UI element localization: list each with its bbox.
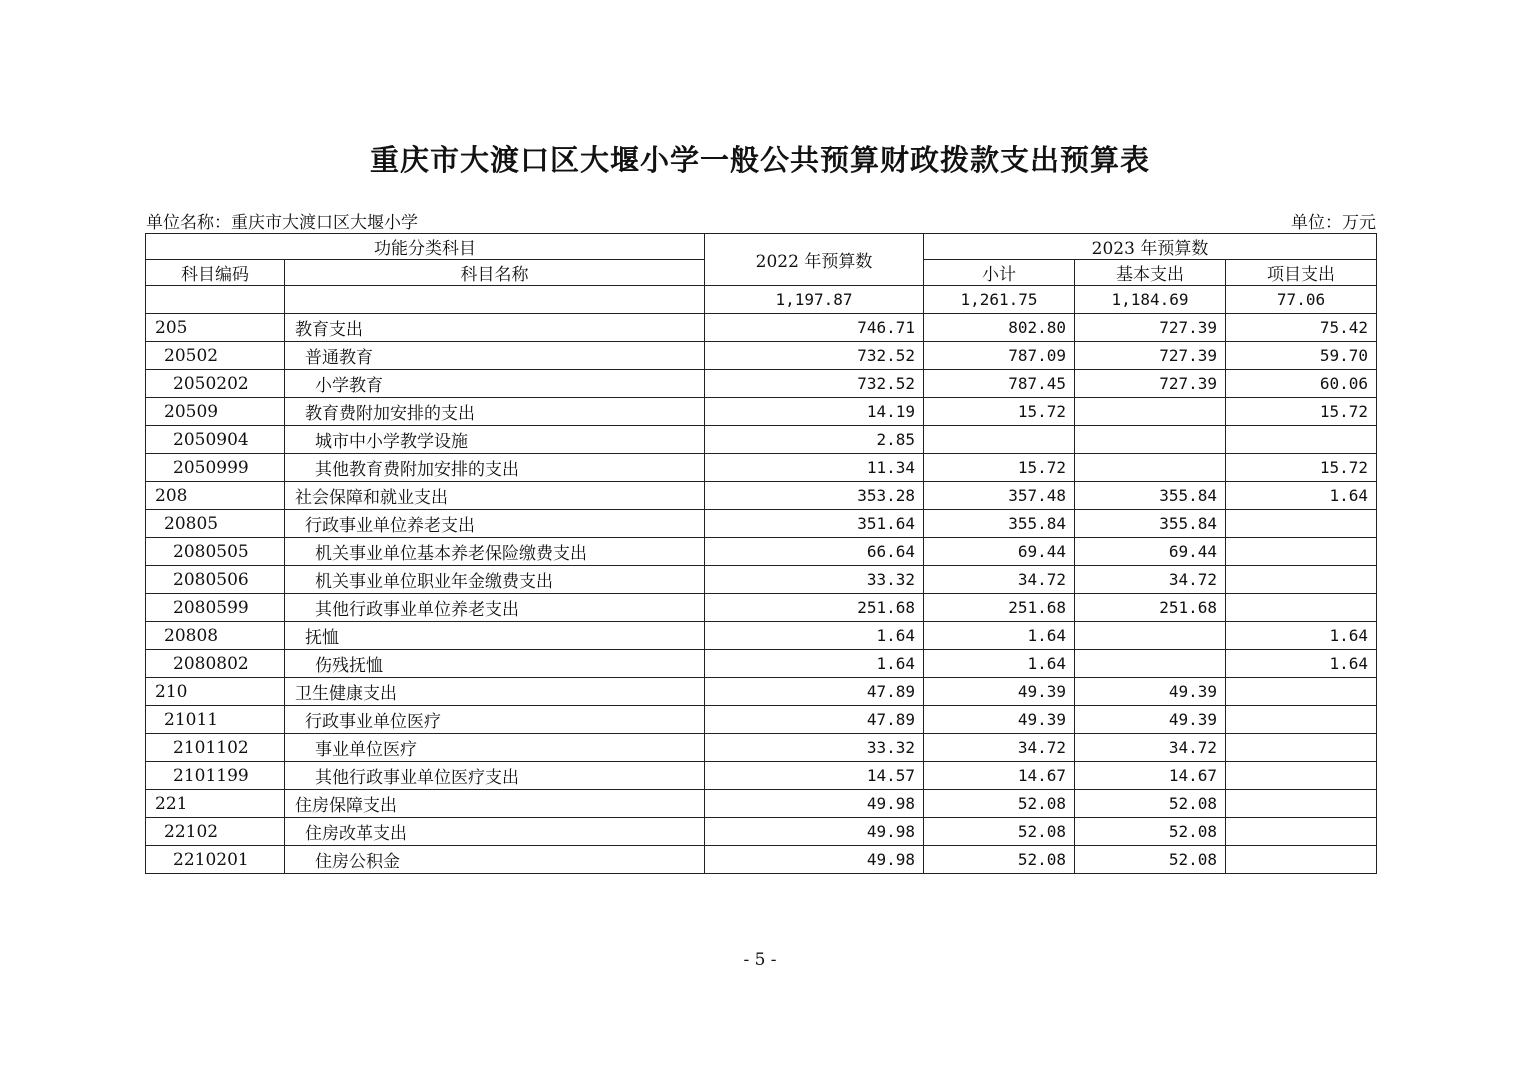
- value-budget-2022: 47.89: [705, 678, 924, 706]
- subject-code: 2101102: [146, 734, 285, 762]
- subject-name: 普通教育: [285, 342, 705, 370]
- subject-name: 事业单位医疗: [285, 734, 705, 762]
- subject-name: 住房改革支出: [285, 818, 705, 846]
- value-basic: [1075, 398, 1226, 426]
- subject-code: 20805: [146, 510, 285, 538]
- table-row: [146, 510, 1377, 538]
- subject-name: 伤残抚恤: [285, 650, 705, 678]
- value-budget-2022: 732.52: [705, 370, 924, 398]
- subject-name: 行政事业单位医疗: [285, 706, 705, 734]
- value-basic: 49.39: [1075, 706, 1226, 734]
- table-row: [146, 314, 1377, 342]
- table-row: [146, 538, 1377, 566]
- value-subtotal: 357.48: [924, 482, 1075, 510]
- value-project: 60.06: [1226, 370, 1377, 398]
- subject-name: 城市中小学教学设施: [285, 426, 705, 454]
- value-basic: 69.44: [1075, 538, 1226, 566]
- value-subtotal: 52.08: [924, 818, 1075, 846]
- value-budget-2022: 49.98: [705, 846, 924, 874]
- table-row: [146, 790, 1377, 818]
- subject-code: 2080505: [146, 538, 285, 566]
- value-subtotal: 14.67: [924, 762, 1075, 790]
- subject-code: 208: [146, 482, 285, 510]
- value-basic: 34.72: [1075, 566, 1226, 594]
- table-row: [146, 342, 1377, 370]
- value-project: [1226, 426, 1377, 454]
- value-subtotal: 15.72: [924, 398, 1075, 426]
- value-budget-2022: 251.68: [705, 594, 924, 622]
- table-body: [146, 286, 1377, 874]
- subject-code: 2080506: [146, 566, 285, 594]
- value-budget-2022: 1.64: [705, 622, 924, 650]
- value-basic: 251.68: [1075, 594, 1226, 622]
- total-row: [146, 286, 1377, 314]
- subject-code: 2050202: [146, 370, 285, 398]
- total-subtotal: 1,261.75: [924, 286, 1075, 314]
- value-budget-2022: 11.34: [705, 454, 924, 482]
- value-budget-2022: 49.98: [705, 818, 924, 846]
- value-project: [1226, 594, 1377, 622]
- subject-name: 其他行政事业单位养老支出: [285, 594, 705, 622]
- subject-code: 205: [146, 314, 285, 342]
- header-subtotal: 小计: [924, 260, 1075, 286]
- subject-code: 20502: [146, 342, 285, 370]
- value-budget-2022: 351.64: [705, 510, 924, 538]
- value-project: [1226, 790, 1377, 818]
- value-project: [1226, 706, 1377, 734]
- value-subtotal: 52.08: [924, 846, 1075, 874]
- currency-unit-label: 单位：万元: [1291, 213, 1376, 233]
- table-row: [146, 678, 1377, 706]
- table-row: [146, 426, 1377, 454]
- subject-name: 其他教育费附加安排的支出: [285, 454, 705, 482]
- page-title: 重庆市大渡口区大堰小学一般公共预算财政拨款支出预算表: [369, 143, 1150, 177]
- table-row: [146, 818, 1377, 846]
- value-subtotal: 802.80: [924, 314, 1075, 342]
- subject-code: 2050999: [146, 454, 285, 482]
- table-row: [146, 622, 1377, 650]
- table-row: [146, 650, 1377, 678]
- value-budget-2022: 33.32: [705, 566, 924, 594]
- table-row: [146, 566, 1377, 594]
- table-row: [146, 594, 1377, 622]
- table-row: [146, 846, 1377, 874]
- subject-code: 221: [146, 790, 285, 818]
- value-subtotal: 787.45: [924, 370, 1075, 398]
- header-basic: 基本支出: [1075, 260, 1226, 286]
- value-budget-2022: 353.28: [705, 482, 924, 510]
- subject-code: 2101199: [146, 762, 285, 790]
- value-budget-2022: 14.57: [705, 762, 924, 790]
- subject-name: 住房保障支出: [285, 790, 705, 818]
- value-basic: [1075, 622, 1226, 650]
- subject-code: 2080802: [146, 650, 285, 678]
- total-name-cell: [285, 286, 705, 314]
- subject-name: 教育费附加安排的支出: [285, 398, 705, 426]
- budget-table: [145, 233, 1377, 874]
- value-project: 1.64: [1226, 650, 1377, 678]
- subject-code: 210: [146, 678, 285, 706]
- value-subtotal: 787.09: [924, 342, 1075, 370]
- subject-name: 卫生健康支出: [285, 678, 705, 706]
- header-name: 科目名称: [285, 260, 705, 286]
- value-project: [1226, 678, 1377, 706]
- subject-name: 教育支出: [285, 314, 705, 342]
- subject-code: 22102: [146, 818, 285, 846]
- header-functional-class: 功能分类科目: [146, 234, 705, 260]
- value-project: [1226, 818, 1377, 846]
- header-project: 项目支出: [1226, 260, 1377, 286]
- value-basic: [1075, 650, 1226, 678]
- subject-name: 机关事业单位职业年金缴费支出: [285, 566, 705, 594]
- table-row: [146, 482, 1377, 510]
- total-code-cell: [146, 286, 285, 314]
- subject-code: 21011: [146, 706, 285, 734]
- subject-name: 行政事业单位养老支出: [285, 510, 705, 538]
- value-project: 1.64: [1226, 622, 1377, 650]
- value-budget-2022: 1.64: [705, 650, 924, 678]
- header-budget-2023: 2023 年预算数: [924, 234, 1377, 260]
- value-subtotal: 15.72: [924, 454, 1075, 482]
- value-project: [1226, 762, 1377, 790]
- value-project: 1.64: [1226, 482, 1377, 510]
- table-row: [146, 734, 1377, 762]
- value-project: 59.70: [1226, 342, 1377, 370]
- subject-name: 社会保障和就业支出: [285, 482, 705, 510]
- value-budget-2022: 47.89: [705, 706, 924, 734]
- value-basic: 355.84: [1075, 510, 1226, 538]
- subject-name: 抚恤: [285, 622, 705, 650]
- header-code: 科目编码: [146, 260, 285, 286]
- subject-name: 其他行政事业单位医疗支出: [285, 762, 705, 790]
- header-budget-2022: 2022 年预算数: [705, 234, 924, 286]
- total-budget-2022: 1,197.87: [705, 286, 924, 314]
- value-basic: 52.08: [1075, 818, 1226, 846]
- table-row: [146, 398, 1377, 426]
- value-subtotal: 251.68: [924, 594, 1075, 622]
- value-basic: 52.08: [1075, 846, 1226, 874]
- value-basic: 727.39: [1075, 342, 1226, 370]
- value-subtotal: [924, 426, 1075, 454]
- value-project: 75.42: [1226, 314, 1377, 342]
- value-project: 15.72: [1226, 398, 1377, 426]
- value-basic: [1075, 454, 1226, 482]
- value-basic: 355.84: [1075, 482, 1226, 510]
- subject-code: 20808: [146, 622, 285, 650]
- value-basic: 14.67: [1075, 762, 1226, 790]
- value-basic: 49.39: [1075, 678, 1226, 706]
- value-subtotal: 49.39: [924, 678, 1075, 706]
- subject-code: 2050904: [146, 426, 285, 454]
- value-budget-2022: 66.64: [705, 538, 924, 566]
- total-project: 77.06: [1226, 286, 1377, 314]
- subject-code: 20509: [146, 398, 285, 426]
- value-subtotal: 34.72: [924, 566, 1075, 594]
- value-basic: 727.39: [1075, 370, 1226, 398]
- unit-name-label: 单位名称：重庆市大渡口区大堰小学: [146, 213, 418, 233]
- value-project: [1226, 538, 1377, 566]
- value-basic: [1075, 426, 1226, 454]
- subject-code: 2210201: [146, 846, 285, 874]
- value-budget-2022: 746.71: [705, 314, 924, 342]
- value-subtotal: 49.39: [924, 706, 1075, 734]
- table-row: [146, 762, 1377, 790]
- page-number: - 5 -: [743, 950, 777, 970]
- value-subtotal: 34.72: [924, 734, 1075, 762]
- subject-name: 机关事业单位基本养老保险缴费支出: [285, 538, 705, 566]
- value-budget-2022: 2.85: [705, 426, 924, 454]
- subject-code: 2080599: [146, 594, 285, 622]
- value-basic: 52.08: [1075, 790, 1226, 818]
- value-budget-2022: 14.19: [705, 398, 924, 426]
- table-row: [146, 706, 1377, 734]
- value-budget-2022: 49.98: [705, 790, 924, 818]
- value-subtotal: 1.64: [924, 650, 1075, 678]
- subject-name: 小学教育: [285, 370, 705, 398]
- value-subtotal: 355.84: [924, 510, 1075, 538]
- value-project: [1226, 566, 1377, 594]
- table-header: [146, 234, 1377, 286]
- subject-name: 住房公积金: [285, 846, 705, 874]
- value-subtotal: 1.64: [924, 622, 1075, 650]
- value-budget-2022: 33.32: [705, 734, 924, 762]
- value-basic: 727.39: [1075, 314, 1226, 342]
- value-basic: 34.72: [1075, 734, 1226, 762]
- table-row: [146, 454, 1377, 482]
- value-budget-2022: 732.52: [705, 342, 924, 370]
- value-subtotal: 69.44: [924, 538, 1075, 566]
- table-row: [146, 370, 1377, 398]
- value-project: 15.72: [1226, 454, 1377, 482]
- total-basic: 1,184.69: [1075, 286, 1226, 314]
- value-project: [1226, 734, 1377, 762]
- value-project: [1226, 510, 1377, 538]
- value-subtotal: 52.08: [924, 790, 1075, 818]
- value-project: [1226, 846, 1377, 874]
